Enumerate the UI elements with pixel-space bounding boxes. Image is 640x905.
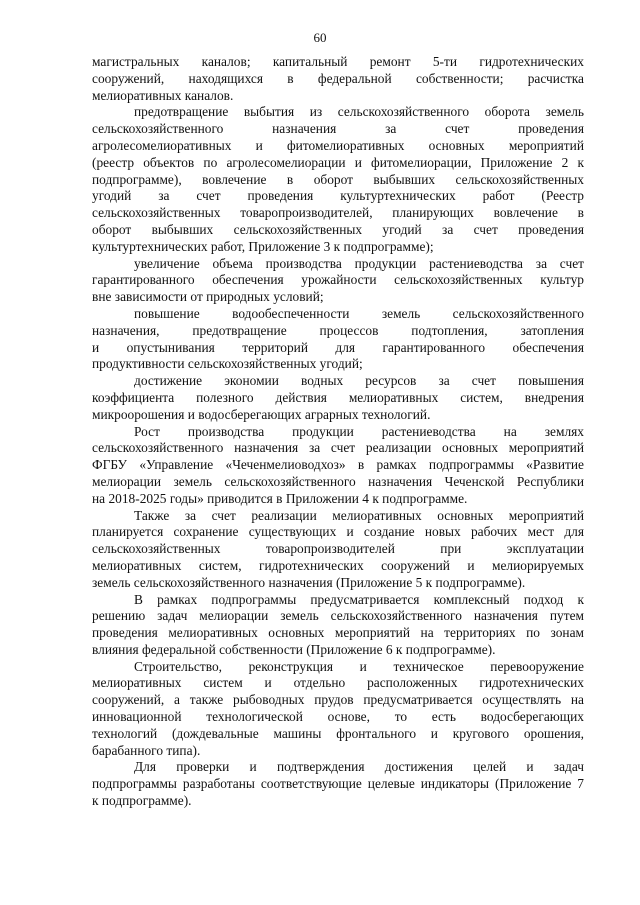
paragraph	[92, 759, 584, 809]
text-line: оборот выбывших сельскохозяйственных угодий за счет проведения	[92, 221, 584, 237]
paragraph	[92, 306, 584, 373]
text-line: (реестр объектов по агролесомелиорации и фитомелиорации, Приложение 2 к	[92, 154, 584, 170]
text-line: мелиоративных систем и отдельно расположенных гидротехнических	[92, 675, 584, 691]
text-line: предотвращение выбытия из сельскохозяйственного оборота земель	[134, 104, 584, 120]
text-line: ФГБУ «Управление «Чеченмелиоводхоз» в рамках подпрограммы «Развитие	[92, 457, 584, 473]
text-line: инновационной технологической основе, то есть водосберегающих	[92, 709, 584, 725]
text-line: сооружений, а также рыбоводных прудов предусматривается осуществлять на	[92, 692, 584, 708]
paragraph	[92, 373, 584, 423]
paragraph	[92, 508, 584, 592]
text-line: микроорошения и водосберегающих аграрных технологий.	[92, 406, 431, 422]
text-line: магистральных каналов; капитальный ремонт 5-ти гидротехнических	[92, 54, 584, 69]
text-line: Для проверки и подтверждения достижения целей и задач	[134, 759, 584, 775]
text-line: коэффициента полезного действия мелиоративных систем, внедрения	[92, 389, 584, 405]
text-line: вне зависимости от природных условий;	[92, 289, 324, 305]
document-body	[92, 54, 584, 810]
text-line: Рост производства продукции растениеводства на землях	[134, 423, 584, 439]
text-line: барабанного типа).	[92, 742, 201, 758]
text-line: сельскохозяйственного назначения за счет проведения	[92, 121, 584, 137]
text-line: культуртехнических работ, Приложение 3 к подпрограмме);	[92, 238, 434, 254]
text-line: проведения мелиоративных основных мероприятий на территориях по зонам	[92, 625, 584, 641]
text-line: агролесомелиоративных и фитомелиоративных основных мероприятий	[92, 137, 584, 153]
paragraph	[92, 592, 584, 659]
paragraph	[92, 424, 584, 508]
text-line: решению задач мелиорации земель сельскохозяйственного назначения путем	[92, 608, 584, 624]
text-line: мелиорации земель сельскохозяйственного назначения Чеченской Республики	[92, 473, 584, 489]
text-line: увеличение объема производства продукции растениеводства за счет	[134, 255, 584, 271]
paragraph	[92, 256, 584, 306]
text-line: и опустынивания территорий для гарантированного обеспечения	[92, 339, 584, 355]
text-line: к подпрограмме).	[92, 793, 192, 809]
text-line: сельскохозяйственных товаропроизводителей при эксплуатации	[92, 541, 584, 557]
text-line: Также за счет реализации мелиоративных основных мероприятий	[134, 507, 584, 523]
text-line: мелиоративных систем, гидротехнических сооружений и мелиорируемых	[92, 557, 584, 573]
text-line: технологий (дождевальные машины фронтального и кругового орошения,	[92, 725, 584, 741]
text-line: подпрограммы разработаны соответствующие целевые индикаторы (Приложение 7	[92, 776, 584, 792]
text-line: сооружений, находящихся в федеральной собственности; расчистка	[92, 70, 584, 86]
text-line: земель сельскохозяйственного назначения (Приложение 5 к подпрограмме).	[92, 574, 526, 590]
text-line: Строительство, реконструкция и техническое перевооружение	[134, 658, 584, 674]
text-line: угодий за счет проведения культуртехнических работ (Реестр	[92, 188, 584, 204]
text-line: планируется сохранение существующих и создание новых рабочих мест для	[92, 524, 584, 540]
text-line: повышение водообеспеченности земель сельскохозяйственного	[134, 305, 584, 321]
paragraph	[92, 659, 584, 760]
paragraph	[92, 54, 584, 104]
text-line: на 2018-2025 годы» приводится в Приложении 4 к подпрограмме.	[92, 490, 468, 506]
text-line: достижение экономии водных ресурсов за счет повышения	[134, 373, 584, 389]
text-line: мелиоративных каналов.	[92, 87, 234, 103]
text-line: влияния федеральной собственности (Приложение 6 к подпрограмме).	[92, 641, 496, 657]
text-line: сельскохозяйственных товаропроизводителей, планирующих вовлечение в	[92, 205, 584, 221]
text-line: подпрограмме), вовлечение в оборот выбывших сельскохозяйственных	[92, 171, 584, 187]
text-line: В рамках подпрограммы предусматривается комплексный подход к	[134, 591, 584, 607]
text-line: продуктивности сельскохозяйственных угодий;	[92, 356, 363, 372]
text-line: гарантированного обеспечения урожайности сельскохозяйственных культур	[92, 272, 584, 288]
text-line: назначения, предотвращение процессов подтопления, затопления	[92, 322, 584, 338]
page-number: 60	[313, 30, 327, 45]
paragraph	[92, 104, 584, 255]
text-line: сельскохозяйственного назначения за счет реализации основных мероприятий	[92, 440, 584, 456]
